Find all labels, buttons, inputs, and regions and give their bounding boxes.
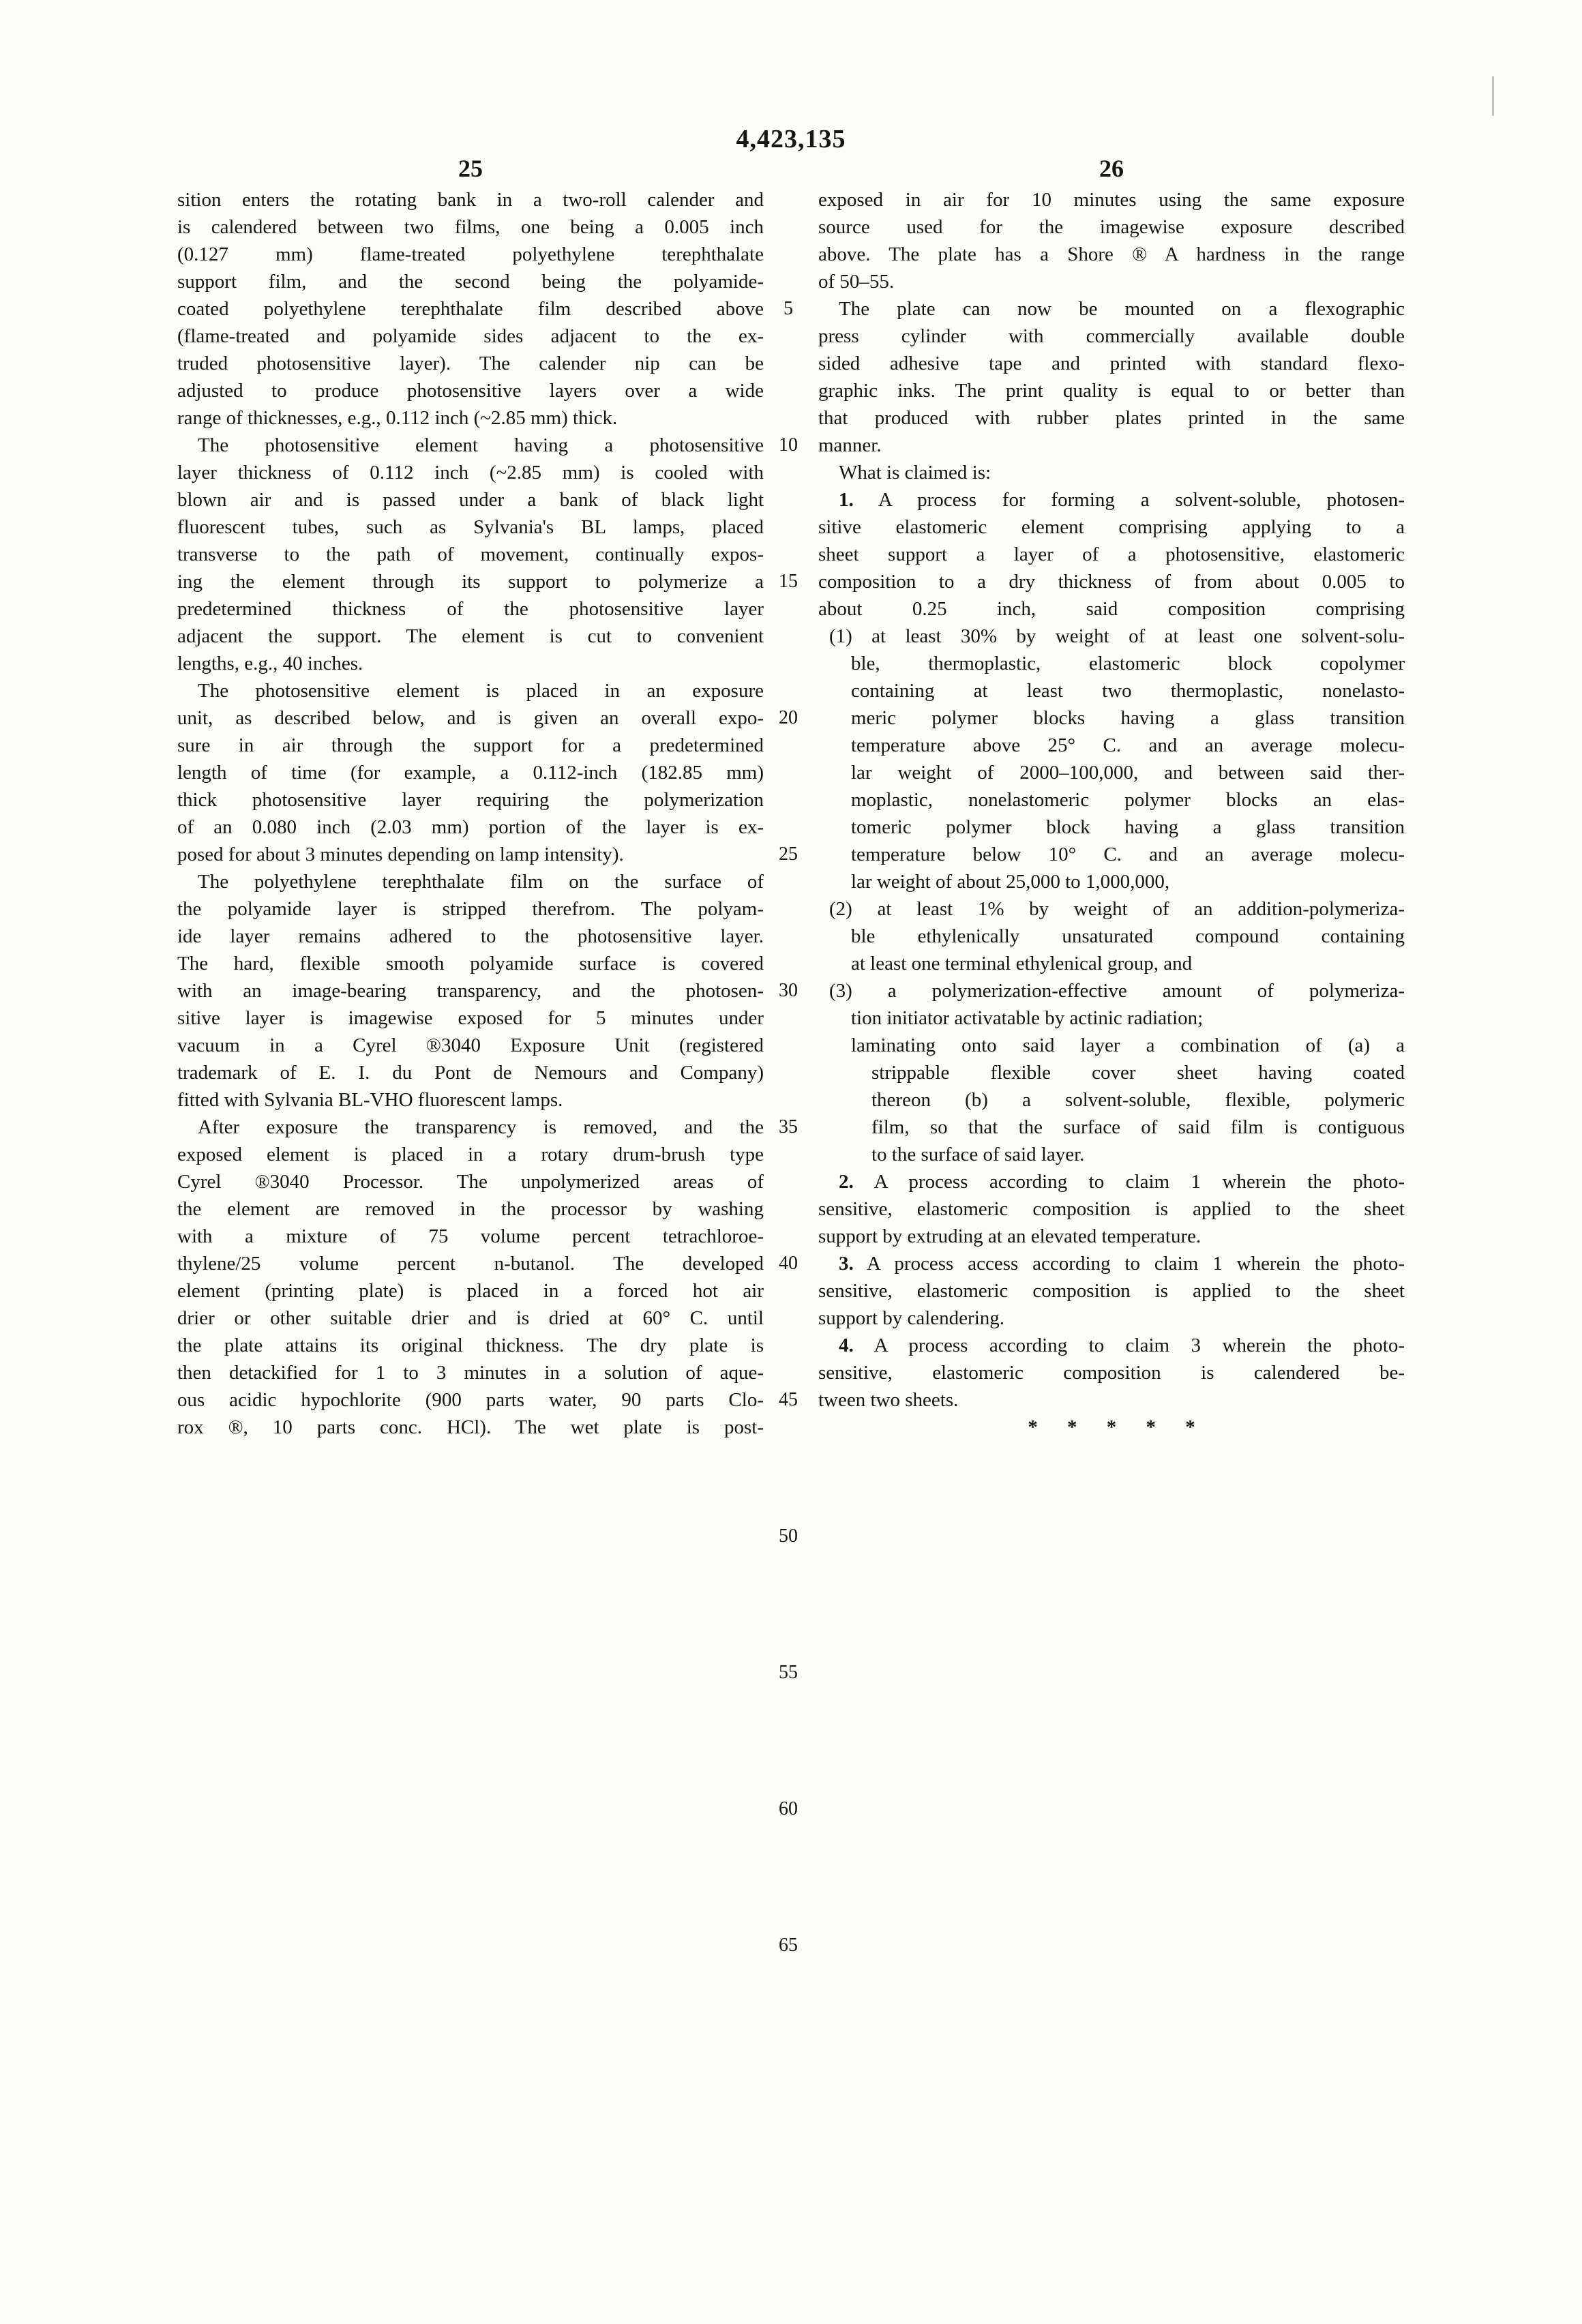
text-line: fitted with Sylvania BL-VHO fluorescent lamps. bbox=[177, 1089, 563, 1111]
text-line: of an 0.080 inch (2.03 mm) portion of the layer is ex- bbox=[177, 816, 764, 838]
text-line: 3. A process access according to claim 1 wherein the photo- bbox=[839, 1253, 1405, 1275]
column-number-left: 25 bbox=[458, 155, 483, 182]
text-line: about 0.25 inch, said composition comprising bbox=[818, 598, 1405, 620]
text-line: adjacent the support. The element is cut to convenient bbox=[177, 625, 764, 647]
text-line: vacuum in a Cyrel ®3040 Exposure Unit (registered bbox=[177, 1034, 764, 1056]
text-line: trademark of E. I. du Pont de Nemours and Company) bbox=[177, 1062, 764, 1084]
line-number: 55 bbox=[779, 1662, 798, 1683]
text-line: lar weight of 2000–100,000, and between said ther- bbox=[851, 762, 1405, 784]
text-line: sensitive, elastomeric composition is calendered be- bbox=[818, 1362, 1405, 1384]
text-line: manner. bbox=[818, 434, 882, 456]
text-line: ous acidic hypochlorite (900 parts water, 90 parts Clo- bbox=[177, 1389, 764, 1411]
text-line: strippable flexible cover sheet having coated bbox=[871, 1062, 1405, 1084]
text-line: thereon (b) a solvent-soluble, flexible, polymeric bbox=[871, 1089, 1405, 1111]
text-line: After exposure the transparency is removed, and the bbox=[198, 1116, 764, 1138]
text-line: that produced with rubber plates printed in the same bbox=[818, 407, 1405, 429]
text-line: sition enters the rotating bank in a two-roll calender and bbox=[177, 189, 764, 211]
text-line: blown air and is passed under a bank of black light bbox=[177, 489, 764, 511]
text-line: The photosensitive element having a photosensitive bbox=[198, 434, 764, 456]
text-line: film, so that the surface of said film is contiguous bbox=[871, 1116, 1405, 1138]
text-line: sheet support a layer of a photosensitive, elastomeric bbox=[818, 543, 1405, 565]
text-line: sitive layer is imagewise exposed for 5 minutes under bbox=[177, 1007, 764, 1029]
text-line: sensitive, elastomeric composition is applied to the sheet bbox=[818, 1198, 1405, 1220]
text-column-left bbox=[177, 186, 764, 1441]
text-line: (flame-treated and polyamide sides adjacent to the ex- bbox=[177, 325, 764, 347]
text-line: Cyrel ®3040 Processor. The unpolymerized areas of bbox=[177, 1171, 764, 1193]
scan-artifact bbox=[1492, 76, 1494, 116]
text-line: thylene/25 volume percent n-butanol. The developed bbox=[177, 1253, 764, 1275]
text-line: predetermined thickness of the photosensitive layer bbox=[177, 598, 764, 620]
text-line: The polyethylene terephthalate film on the surface of bbox=[198, 871, 764, 893]
text-line: composition to a dry thickness of from about 0.005 to bbox=[818, 571, 1405, 593]
text-line: the plate attains its original thickness. The dry plate is bbox=[177, 1335, 764, 1356]
text-line: at least one terminal ethylenical group, and bbox=[851, 953, 1193, 974]
text-line: ble, thermoplastic, elastomeric block copolymer bbox=[851, 653, 1405, 674]
text-line: (0.127 mm) flame-treated polyethylene terephthalate bbox=[177, 243, 764, 265]
text-line: ide layer remains adhered to the photosensitive layer. bbox=[177, 925, 764, 947]
line-number: 40 bbox=[779, 1253, 798, 1274]
text-line: laminating onto said layer a combination of (a) a bbox=[851, 1034, 1405, 1056]
text-line: * * * * * bbox=[1028, 1416, 1195, 1438]
line-number: 65 bbox=[779, 1935, 798, 1956]
text-line: (3) a polymerization-effective amount of polymeriza- bbox=[829, 980, 1405, 1002]
line-number: 25 bbox=[779, 844, 798, 865]
text-line: truded photosensitive layer). The calender nip can be bbox=[177, 353, 764, 374]
text-line: is calendered between two films, one being a 0.005 inch bbox=[177, 216, 764, 238]
text-line: the element are removed in the processor by washing bbox=[177, 1198, 764, 1220]
text-line: tween two sheets. bbox=[818, 1389, 959, 1411]
line-number: 10 bbox=[779, 434, 798, 456]
line-number: 45 bbox=[779, 1389, 798, 1410]
text-line: range of thicknesses, e.g., 0.112 inch (~2.85 mm) thick. bbox=[177, 407, 618, 429]
text-line: sensitive, elastomeric composition is applied to the sheet bbox=[818, 1280, 1405, 1302]
text-line: adjusted to produce photosensitive layers over a wide bbox=[177, 380, 764, 402]
text-line: layer thickness of 0.112 inch (~2.85 mm) is cooled with bbox=[177, 462, 764, 483]
text-line: temperature below 10° C. and an average molecu- bbox=[851, 844, 1405, 865]
text-line: The hard, flexible smooth polyamide surface is covered bbox=[177, 953, 764, 974]
text-line: 4. A process according to claim 3 wherein the photo- bbox=[839, 1335, 1405, 1356]
text-line: tion initiator activatable by actinic radiation; bbox=[851, 1007, 1204, 1029]
text-line: What is claimed is: bbox=[839, 462, 991, 483]
text-line: The photosensitive element is placed in an exposure bbox=[198, 680, 764, 702]
text-line: graphic inks. The print quality is equal to or better than bbox=[818, 380, 1405, 402]
line-number: 35 bbox=[779, 1116, 798, 1137]
text-line: fluorescent tubes, such as Sylvania's BL lamps, placed bbox=[177, 516, 764, 538]
text-line: support by extruding at an elevated temperature. bbox=[818, 1225, 1202, 1247]
text-line: unit, as described below, and is given an overall expo- bbox=[177, 707, 764, 729]
text-line: press cylinder with commercially available double bbox=[818, 325, 1405, 347]
line-number: 50 bbox=[779, 1525, 798, 1547]
text-line: then detackified for 1 to 3 minutes in a solution of aque- bbox=[177, 1362, 764, 1384]
column-number-right: 26 bbox=[1099, 155, 1124, 182]
line-number: 20 bbox=[779, 707, 798, 728]
text-line: The plate can now be mounted on a flexographic bbox=[839, 298, 1405, 320]
text-line: coated polyethylene terephthalate film described above bbox=[177, 298, 764, 320]
text-line: sure in air through the support for a predetermined bbox=[177, 734, 764, 756]
text-line: sided adhesive tape and printed with standard flexo- bbox=[818, 353, 1405, 374]
text-line: drier or other suitable drier and is dried at 60° C. until bbox=[177, 1307, 764, 1329]
text-column-right bbox=[818, 186, 1405, 1441]
text-line: exposed element is placed in a rotary drum-brush type bbox=[177, 1144, 764, 1165]
text-line: meric polymer blocks having a glass transition bbox=[851, 707, 1405, 729]
line-number: 30 bbox=[779, 980, 798, 1001]
text-line: ing the element through its support to polymerize a bbox=[177, 571, 764, 593]
line-number: 15 bbox=[779, 571, 798, 592]
text-line: source used for the imagewise exposure described bbox=[818, 216, 1405, 238]
text-line: moplastic, nonelastomeric polymer blocks an elas- bbox=[851, 789, 1405, 811]
line-number: 60 bbox=[779, 1798, 798, 1819]
text-line: with an image-bearing transparency, and the photosen- bbox=[177, 980, 764, 1002]
text-line: 2. A process according to claim 1 wherein the photo- bbox=[839, 1171, 1405, 1193]
patent-number: 4,423,135 bbox=[736, 125, 846, 153]
text-line: containing at least two thermoplastic, nonelasto- bbox=[851, 680, 1405, 702]
text-line: element (printing plate) is placed in a forced hot air bbox=[177, 1280, 764, 1302]
text-line: sitive elastomeric element comprising applying to a bbox=[818, 516, 1405, 538]
text-line: transverse to the path of movement, continually expos- bbox=[177, 543, 764, 565]
text-line: with a mixture of 75 volume percent tetrachloroe- bbox=[177, 1225, 764, 1247]
text-line: ble ethylenically unsaturated compound containing bbox=[851, 925, 1405, 947]
text-line: posed for about 3 minutes depending on lamp intensity). bbox=[177, 844, 624, 865]
text-line: exposed in air for 10 minutes using the same exposure bbox=[818, 189, 1405, 211]
text-line: above. The plate has a Shore ® A hardness in the range bbox=[818, 243, 1405, 265]
line-number: 5 bbox=[783, 298, 793, 319]
text-line: tomeric polymer block having a glass transition bbox=[851, 816, 1405, 838]
text-line: lengths, e.g., 40 inches. bbox=[177, 653, 363, 674]
text-line: (1) at least 30% by weight of at least one solvent-solu- bbox=[829, 625, 1405, 647]
text-line: (2) at least 1% by weight of an addition-polymeriza- bbox=[829, 898, 1405, 920]
text-line: the polyamide layer is stripped therefrom. The polyam- bbox=[177, 898, 764, 920]
text-line: of 50–55. bbox=[818, 271, 895, 293]
text-line: length of time (for example, a 0.112-inch (182.85 mm) bbox=[177, 762, 764, 784]
text-line: temperature above 25° C. and an average molecu- bbox=[851, 734, 1405, 756]
text-line: support film, and the second being the polyamide- bbox=[177, 271, 764, 293]
text-line: rox ®, 10 parts conc. HCl). The wet plate is post- bbox=[177, 1416, 764, 1438]
text-line: 1. A process for forming a solvent-soluble, photosen- bbox=[839, 489, 1405, 511]
text-line: thick photosensitive layer requiring the polymerization bbox=[177, 789, 764, 811]
text-line: support by calendering. bbox=[818, 1307, 1005, 1329]
text-line: lar weight of about 25,000 to 1,000,000, bbox=[851, 871, 1170, 893]
text-line: to the surface of said layer. bbox=[871, 1144, 1085, 1165]
